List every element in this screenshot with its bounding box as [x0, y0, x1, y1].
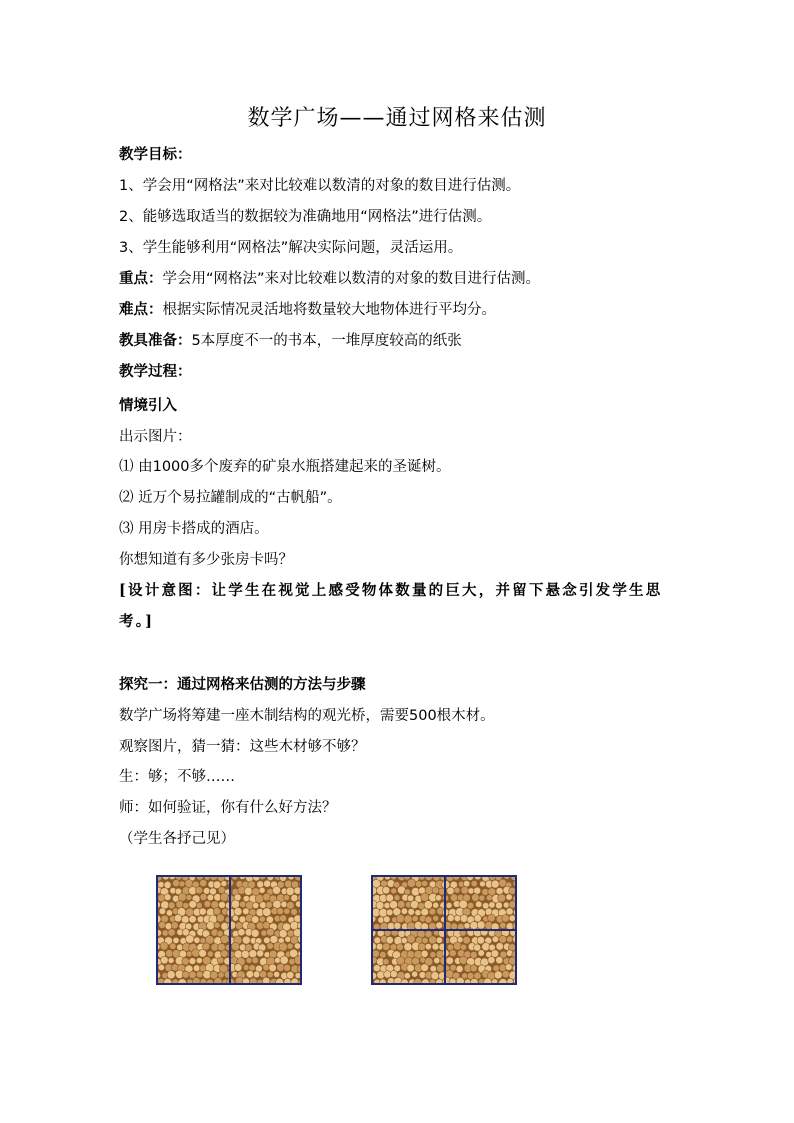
page-title: 数学广场——通过网格来估测 — [247, 106, 547, 131]
key-point-label: 重点： — [119, 271, 163, 287]
difficulty — [119, 300, 496, 320]
explore1-line-3: 生：够；不够…… — [119, 769, 235, 785]
difficulty-text: 根据实际情况灵活地将数量较大地物体进行平均分。 — [162, 302, 496, 318]
objectives-heading: 教学目标： — [119, 147, 192, 163]
grid-line-vertical — [229, 877, 231, 983]
materials-text: 5本厚度不一的书本，一堆厚度较高的纸张 — [191, 333, 462, 349]
show-pictures: 出示图片： — [119, 429, 192, 445]
intro-item-3: ⑶ 用房卡搭成的酒店。 — [119, 521, 269, 537]
explore1-line-1: 数学广场将筹建一座木制结构的观光桥，需要500根木材。 — [119, 708, 495, 724]
process-heading: 教学过程： — [119, 364, 192, 380]
design-intent-line-1: [设计意图：让学生在视觉上感受物体数量的巨大，并留下悬念引发学生思 — [119, 582, 663, 599]
materials — [119, 331, 462, 351]
wood-pile-image-two-parts — [156, 875, 302, 985]
explore1-line-4: 师：如何验证，你有什么好方法？ — [119, 800, 337, 816]
design-intent-line-2: 考。] — [119, 613, 155, 630]
intro-heading: 情境引入 — [119, 398, 177, 414]
intro-item-1: ⑴ 由1000多个废弃的矿泉水瓶搭建起来的圣诞树。 — [119, 459, 451, 475]
explore1-line-5: （学生各抒己见） — [119, 831, 235, 847]
key-point — [119, 269, 540, 289]
objective-item-3: 3、学生能够利用“网格法”解决实际问题，灵活运用。 — [119, 240, 463, 256]
intro-item-2: ⑵ 近万个易拉罐制成的“古帆船”。 — [119, 490, 342, 506]
objective-item-1: 1、学会用“网格法”来对比较难以数清的对象的数目进行估测。 — [119, 178, 521, 194]
explore1-heading: 探究一：通过网格来估测的方法与步骤 — [119, 677, 366, 693]
materials-label: 教具准备： — [119, 333, 192, 349]
key-point-text: 学会用“网格法”来对比较难以数清的对象的数目进行估测。 — [162, 271, 541, 287]
grid-line-horizontal — [373, 929, 515, 931]
explore1-line-2: 观察图片，猜一猜：这些木材够不够？ — [119, 739, 366, 755]
objective-item-2: 2、能够选取适当的数据较为准确地用“网格法”进行估测。 — [119, 209, 492, 225]
wood-pile-image-four-parts — [371, 875, 517, 985]
difficulty-label: 难点： — [119, 302, 163, 318]
intro-question: 你想知道有多少张房卡吗？ — [119, 552, 293, 568]
